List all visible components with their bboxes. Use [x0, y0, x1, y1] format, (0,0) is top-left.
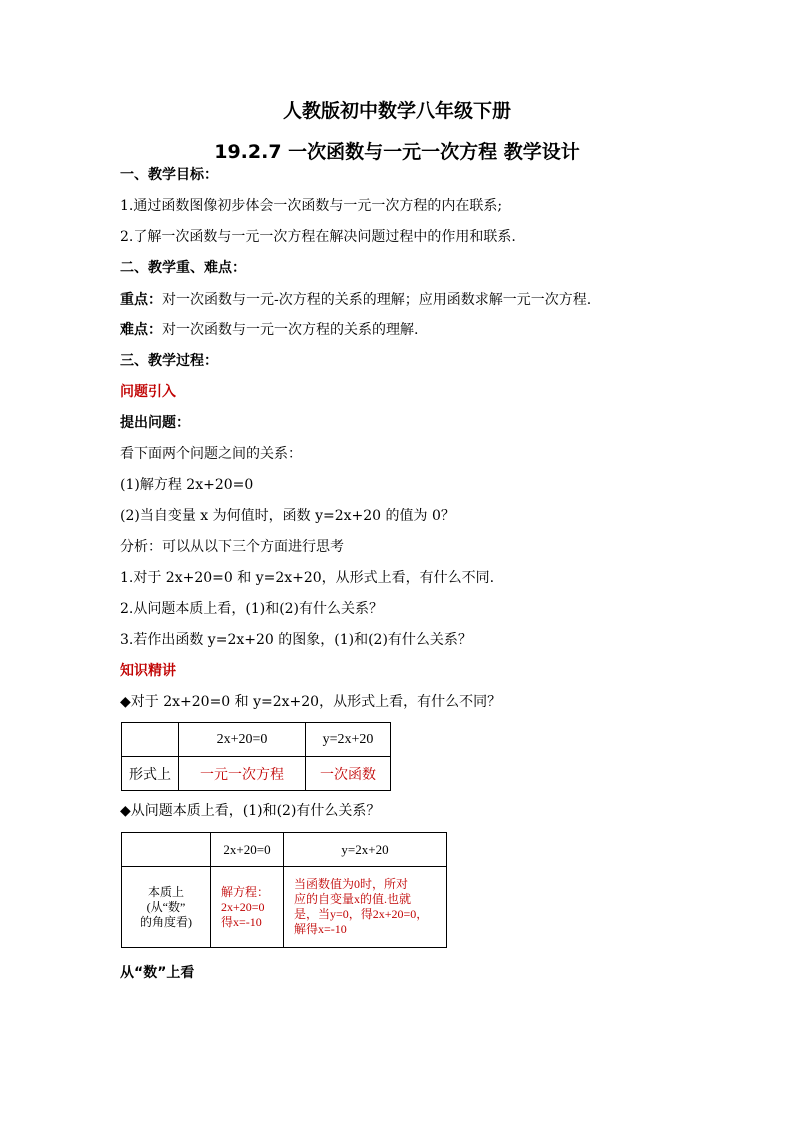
cell-line: 2x+20=0	[221, 899, 265, 914]
analysis-1: 1.对于 2x+20=0 和 y=2x+20，从形式上看，有什么不同.	[120, 570, 495, 586]
table-cell-empty	[122, 833, 211, 867]
table-row	[122, 833, 447, 867]
question-1: (1)解方程 2x+20=0	[120, 477, 254, 493]
table-row	[122, 867, 447, 948]
analysis-2: 2.从问题本质上看，(1)和(2)有什么关系？	[120, 601, 384, 617]
table-cell-function-explanation	[284, 867, 447, 948]
subheading-knowledge: 知识精讲	[120, 663, 176, 679]
difficult-point-label: 难点：	[120, 322, 162, 338]
subheading-from-number: 从“数”上看	[120, 965, 195, 981]
question-2: (2)当自变量 x 为何值时，函数 y=2x+20 的值为 0？	[120, 508, 455, 524]
table-header-equation: 2x+20=0	[179, 723, 306, 757]
analysis-intro: 分析：可以从以下三个方面进行思考	[120, 539, 344, 555]
cell-line: 解方程：	[221, 884, 270, 899]
section-heading-process: 三、教学过程：	[120, 353, 218, 369]
table-row-label: 形式上	[122, 757, 179, 791]
goal-1: 1.通过函数图像初步体会一次函数与一元一次方程的内在联系;	[120, 198, 503, 214]
analysis-3: 3.若作出函数 y=2x+20 的图象，(1)和(2)有什么关系？	[120, 632, 472, 648]
row-label-line: 的角度看)	[140, 914, 192, 929]
instruction-text: 看下面两个问题之间的关系：	[120, 446, 302, 462]
key-point-text: 对一次函数与一元-次方程的关系的理解；应用函数求解一元一次方程.	[162, 292, 592, 308]
section-heading-key-points: 二、教学重、难点：	[120, 260, 246, 276]
key-point-label: 重点：	[120, 292, 162, 308]
table-cell-empty	[122, 723, 179, 757]
cell-line: 是，当y=0，得2x+20=0，	[294, 907, 429, 921]
section-heading-goals: 一、教学目标：	[120, 167, 218, 183]
bullet-form: ◆对于 2x+20=0 和 y=2x+20，从形式上看，有什么不同？	[120, 694, 502, 710]
table-cell-equation-solution	[211, 867, 284, 948]
table-cell-function-type: 一次函数	[306, 757, 391, 791]
subheading-intro: 问题引入	[120, 384, 176, 400]
cell-line: 应的自变量x的值.也就	[294, 892, 412, 906]
form-comparison-table	[121, 722, 391, 791]
bullet-essence: ◆从问题本质上看，(1)和(2)有什么关系？	[120, 803, 381, 819]
row-label-line: (从“数”	[146, 899, 186, 914]
table-row-label	[122, 867, 211, 948]
table-header-function: y=2x+20	[306, 723, 391, 757]
cell-line: 解得x=-10	[294, 922, 347, 936]
row-label-line: 本质上	[147, 884, 184, 899]
goal-2: 2.了解一次函数与一元一次方程在解决问题过程中的作用和联系.	[120, 229, 516, 245]
subheading-ask: 提出问题：	[120, 415, 190, 431]
cell-line: 得x=-10	[221, 914, 262, 929]
table-row	[122, 757, 391, 791]
essence-comparison-table	[121, 832, 447, 948]
document-subtitle: 19.2.7 一次函数与一元一次方程 教学设计	[214, 141, 580, 163]
cell-line: 当函数值为0时，所对	[294, 877, 409, 891]
table-cell-equation-type: 一元一次方程	[179, 757, 306, 791]
difficult-point	[120, 319, 418, 339]
document-title: 人教版初中数学八年级下册	[282, 100, 511, 122]
table-header-equation: 2x+20=0	[211, 833, 284, 867]
key-point	[120, 289, 591, 309]
table-header-function: y=2x+20	[284, 833, 447, 867]
difficult-point-text: 对一次函数与一元一次方程的关系的理解.	[162, 322, 419, 338]
table-row	[122, 723, 391, 757]
